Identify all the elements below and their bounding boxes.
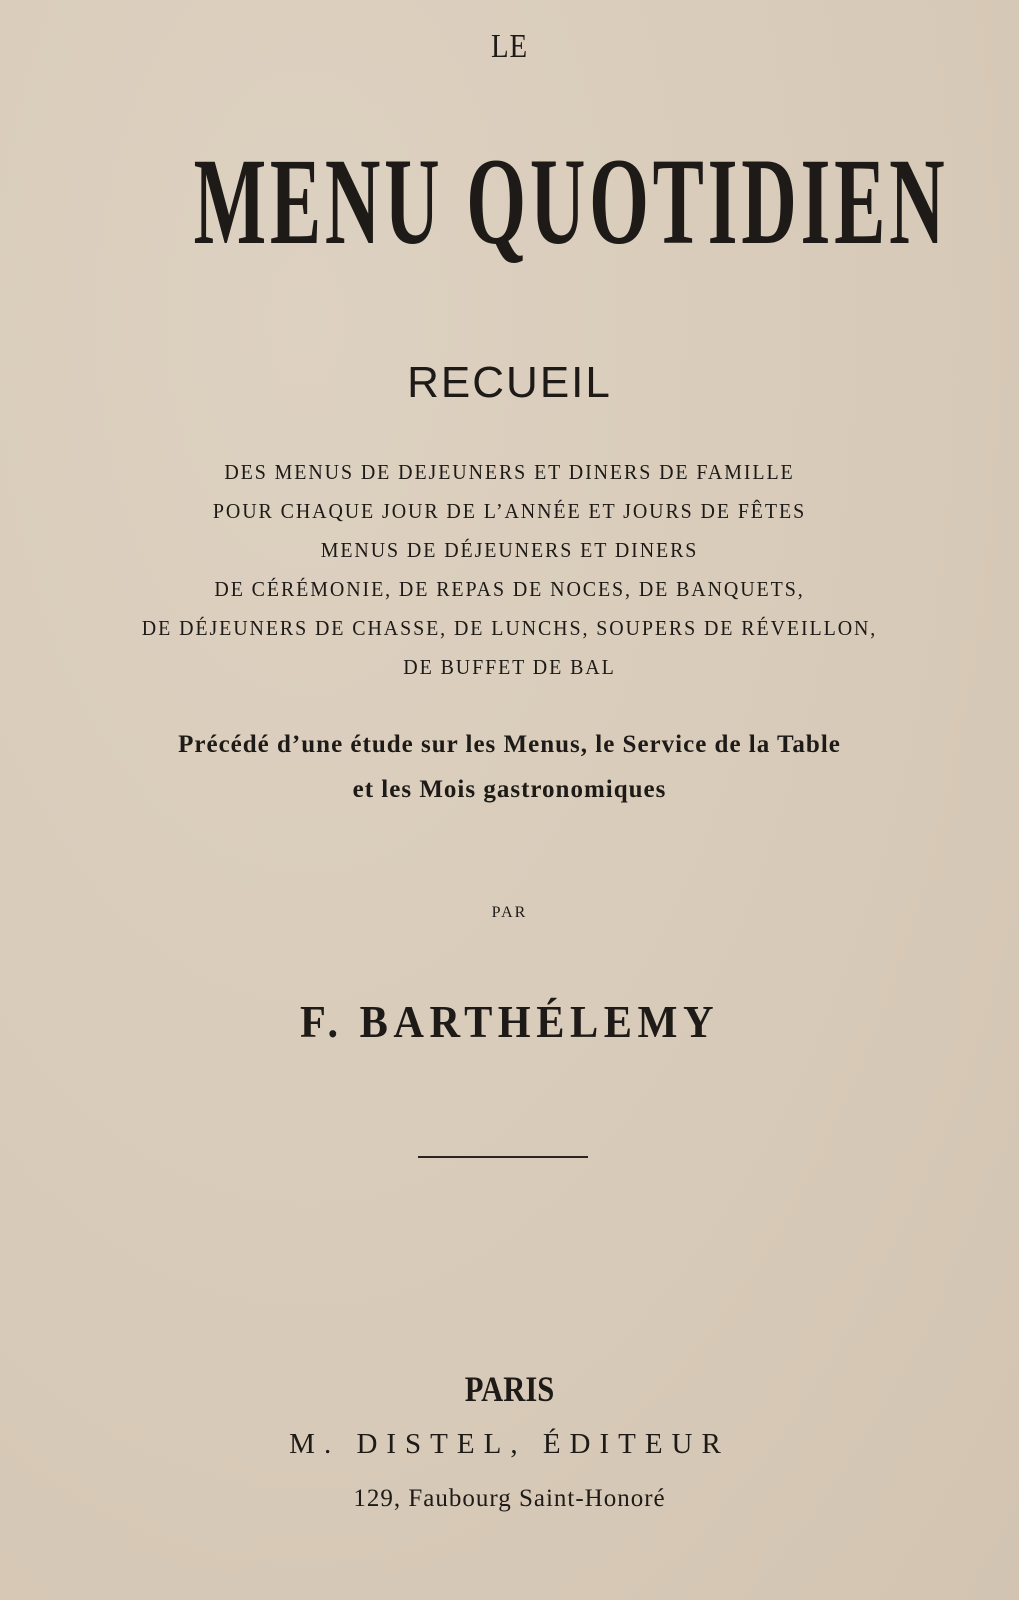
preceded-line: Précédé d’une étude sur les Menus, le Service de la Table (178, 731, 841, 758)
imprint-address: 129, Faubourg Saint-Honoré (353, 1485, 666, 1512)
description-line: DE CÉRÉMONIE, DE REPAS DE NOCES, DE BANQUETS, (214, 577, 805, 601)
imprint-city: PARIS (464, 1369, 555, 1409)
description-line: POUR CHAQUE JOUR DE L’ANNÉE ET JOURS DE FÊTES (212, 499, 807, 523)
by-label: PAR (491, 904, 528, 921)
author-name: F. BARTHÉLEMY (299, 996, 720, 1047)
title-article: LE (490, 28, 529, 65)
description-line: DE DÉJEUNERS DE CHASSE, DE LUNCHS, SOUPERS DE RÉVEILLON, (141, 616, 878, 640)
description-line: DE BUFFET DE BAL (403, 655, 616, 679)
preceded-line: et les Mois gastronomiques (352, 776, 667, 803)
book-title: MENU QUOTIDIEN (193, 133, 949, 270)
imprint-publisher: M. DISTEL, ÉDITEUR (289, 1428, 730, 1460)
description-line: MENUS DE DÉJEUNERS ET DINERS (320, 538, 699, 562)
description-line: DES MENUS DE DEJEUNERS ET DINERS DE FAMILLE (224, 460, 795, 484)
subtitle: RECUEIL (407, 358, 612, 407)
divider-rule (418, 1156, 588, 1158)
